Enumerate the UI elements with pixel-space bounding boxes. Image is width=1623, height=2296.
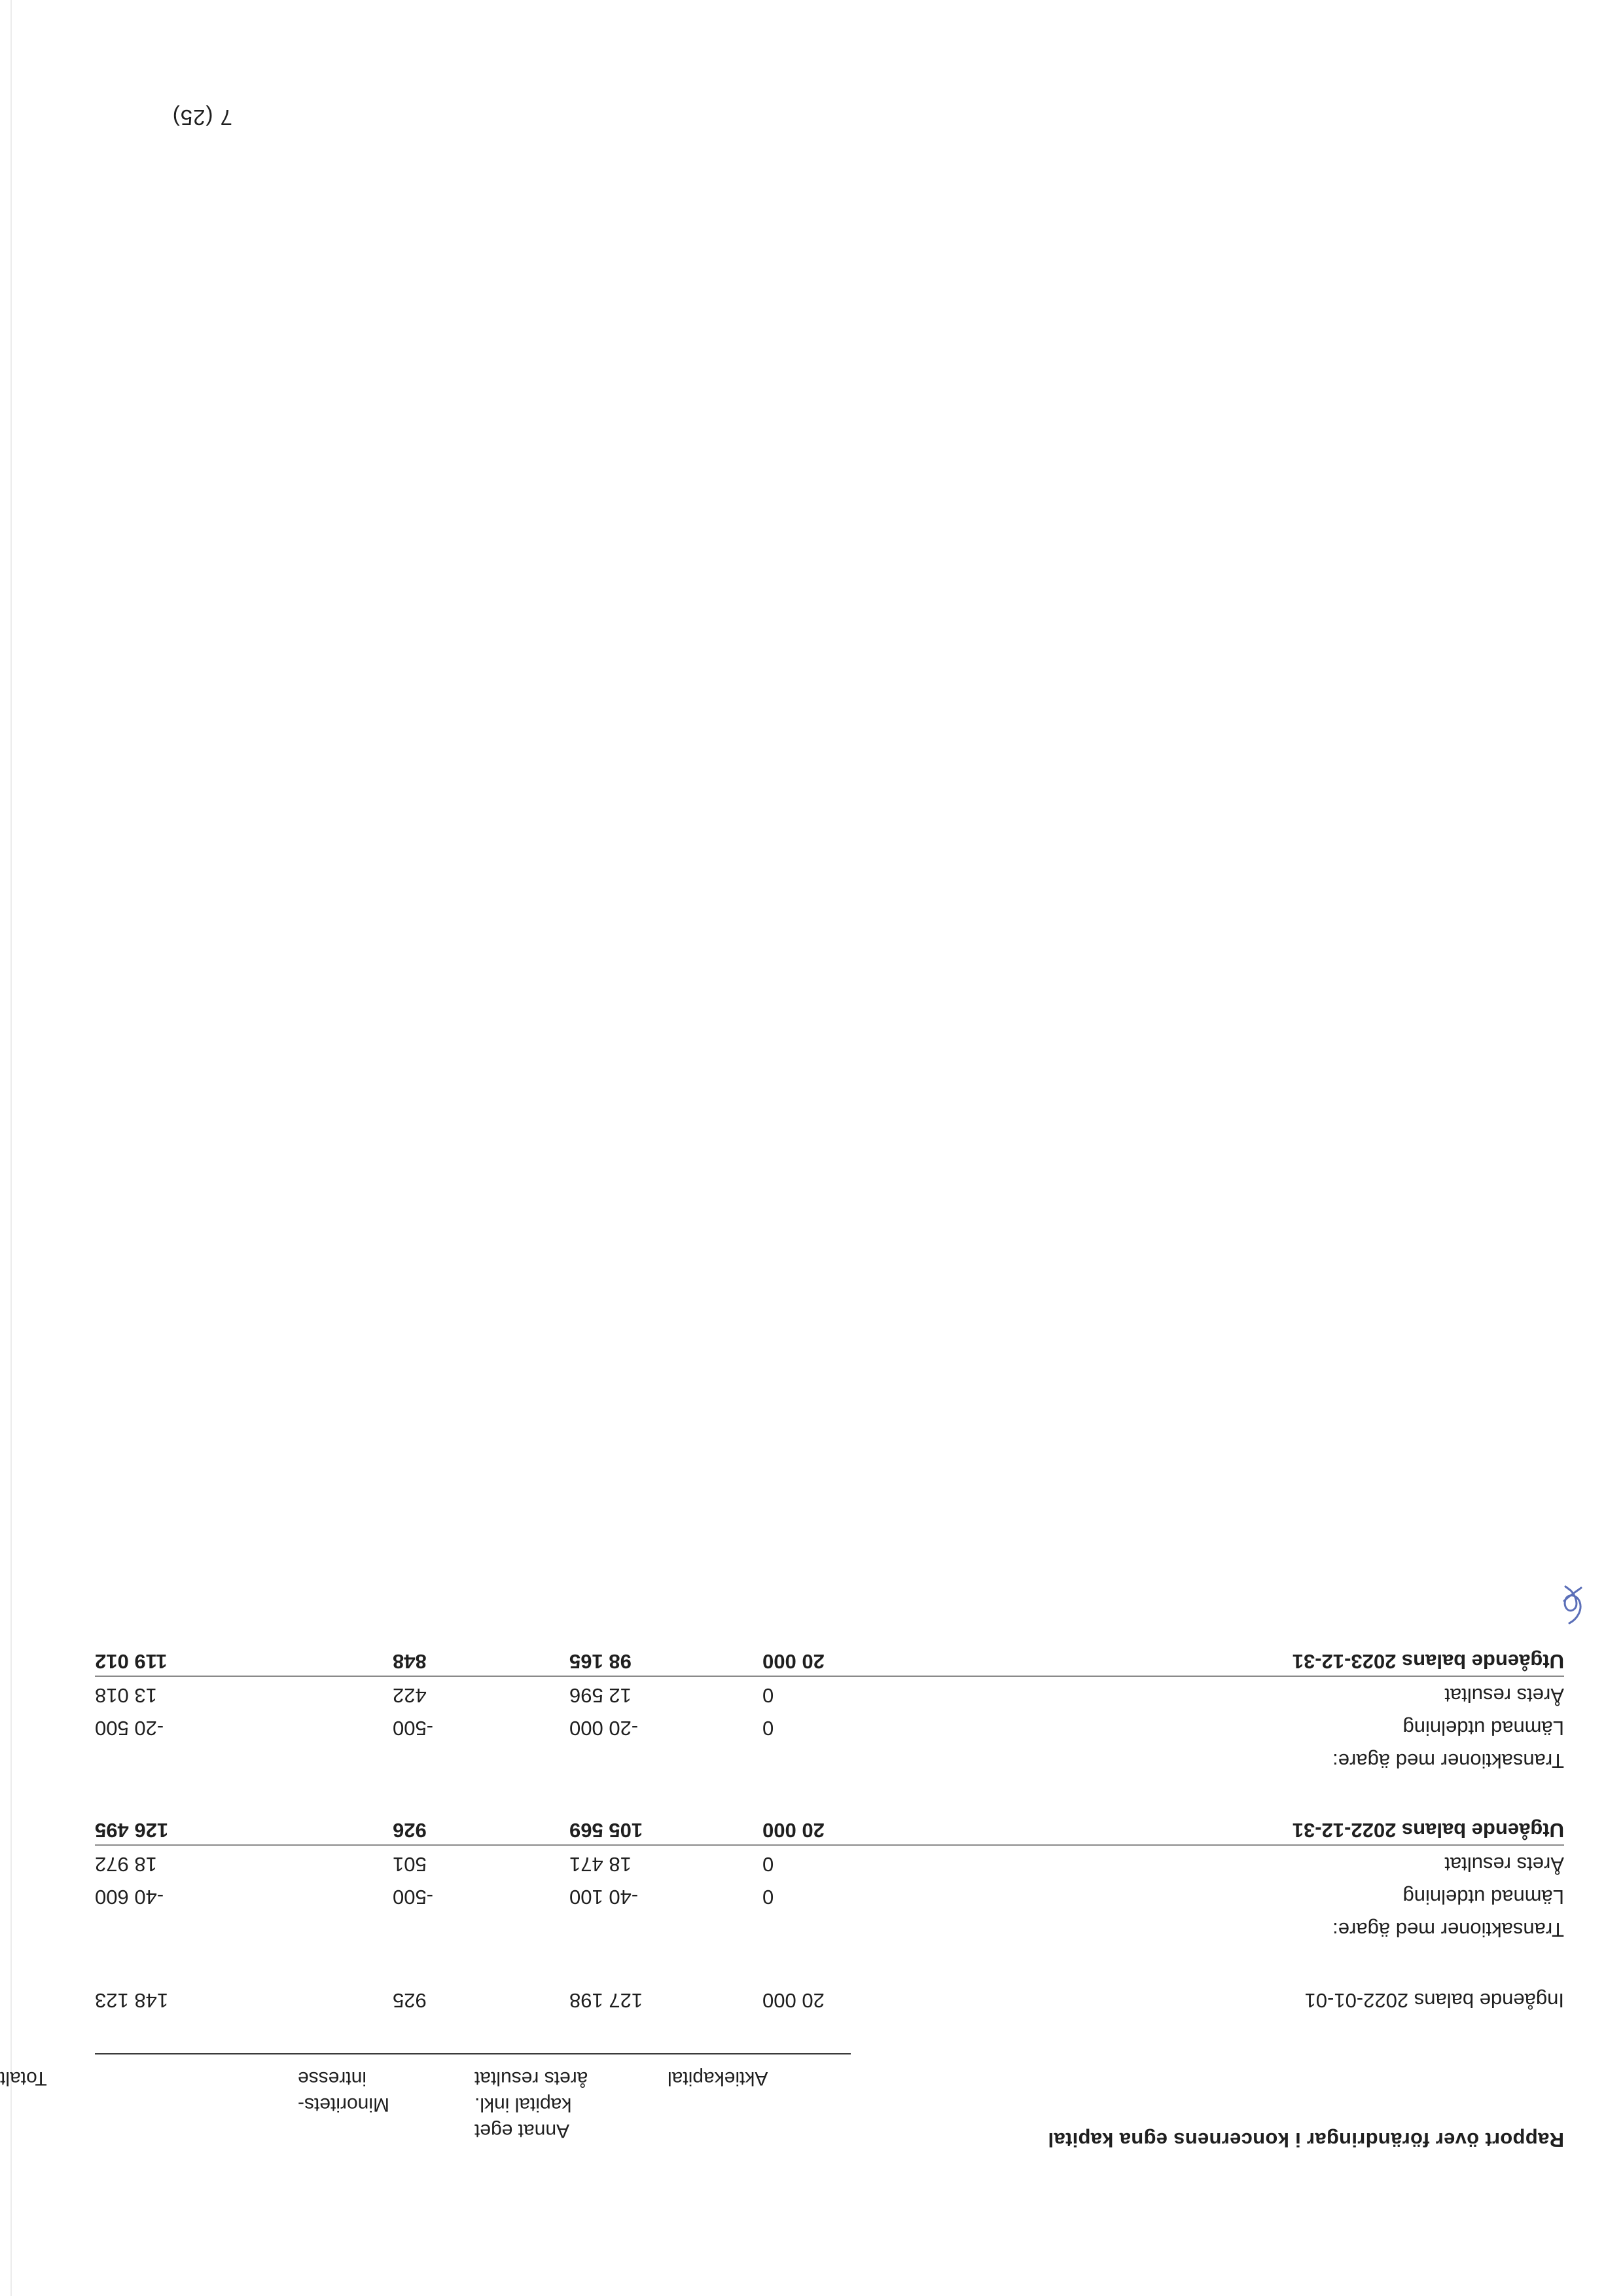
cell-totalt: 148 123 [95,1989,169,2012]
row-label: Lämnad utdelning [1402,1886,1564,1909]
row-label: Utgående balans 2023-12-31 [1292,1650,1564,1673]
table-row [95,1748,1564,1774]
cell-annat-eget-kapital: 105 569 [569,1819,643,1842]
subtotal-rule [95,1844,1564,1846]
row-label: Transaktioner med ägare: [1332,1918,1564,1941]
column-header-aktiekapital-line: Aktiekapital [668,2068,768,2089]
cell-annat-eget-kapital: 98 165 [569,1650,632,1673]
cell-totalt: 119 012 [95,1650,168,1673]
table-row [95,1682,1564,1708]
column-header-totalt-line: Totalt [0,2068,47,2089]
cell-minoritetsintresse: 925 [393,1989,427,2012]
row-label: Lämnad utdelning [1402,1717,1564,1740]
page-number: 7 (25) [171,105,232,130]
cell-totalt: -20 500 [95,1717,164,1740]
row-label: Årets resultat [1444,1684,1564,1707]
header-rule [95,2053,851,2054]
column-header-line: intresse [298,2068,367,2089]
cell-minoritetsintresse: 848 [393,1650,427,1673]
cell-annat-eget-kapital: 18 471 [569,1853,632,1876]
cell-aktiekapital: 0 [762,1853,774,1876]
cell-totalt: -40 600 [95,1886,164,1909]
column-header-annat-eget-kapital [474,2065,588,2144]
cell-annat-eget-kapital: 12 596 [569,1684,632,1707]
table-row [95,1817,1564,1843]
column-header-totalt [0,2065,47,2091]
table-row [95,1715,1564,1741]
row-label: Ingående balans 2022-01-01 [1304,1989,1564,2012]
table-row [95,1884,1564,1910]
column-header-line: Minoritets- [298,2094,390,2115]
row-label: Utgående balans 2022-12-31 [1292,1819,1564,1842]
cell-annat-eget-kapital: -40 100 [569,1886,639,1909]
row-label: Transaktioner med ägare: [1332,1749,1564,1772]
column-header-line: kapital inkl. [474,2094,572,2115]
column-header-line: årets resultat [474,2068,588,2089]
report-title: Rapport över förändringar i koncernens egna kapital [1048,2128,1564,2151]
column-header-line: Annat eget [474,2120,570,2142]
cell-aktiekapital: 20 000 [762,1989,825,2012]
cell-aktiekapital: 0 [762,1886,774,1909]
cell-totalt: 126 495 [95,1819,169,1842]
subtotal-rule [95,1676,1564,1677]
cell-aktiekapital: 20 000 [762,1650,825,1673]
cell-totalt: 18 972 [95,1853,157,1876]
table-row [95,1916,1564,1943]
table-row [95,1987,1564,2013]
table-row [95,1851,1564,1877]
cell-minoritetsintresse: -500 [393,1886,434,1909]
cell-minoritetsintresse: 422 [393,1684,427,1707]
cell-minoritetsintresse: 926 [393,1819,427,1842]
cell-annat-eget-kapital: -20 000 [569,1717,639,1740]
row-label: Årets resultat [1444,1853,1564,1876]
cell-aktiekapital: 0 [762,1717,774,1740]
initials-signature [1559,1584,1589,1627]
column-header-minoritetsintresse [298,2065,389,2117]
table-row [95,1648,1564,1674]
cell-aktiekapital: 0 [762,1684,774,1707]
cell-annat-eget-kapital: 127 198 [569,1989,643,2012]
cell-totalt: 13 018 [95,1684,157,1707]
cell-aktiekapital: 20 000 [762,1819,825,1842]
cell-minoritetsintresse: -500 [393,1717,434,1740]
cell-minoritetsintresse: 501 [393,1853,427,1876]
column-header-aktiekapital [668,2065,768,2091]
